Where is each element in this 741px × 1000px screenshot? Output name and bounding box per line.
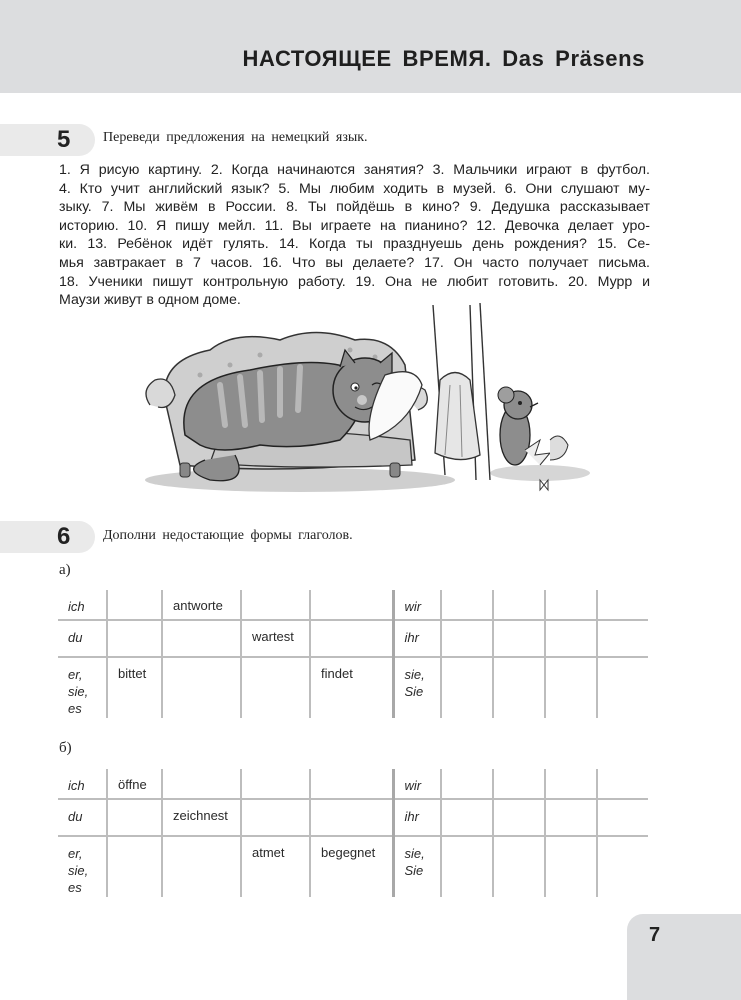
blank-answer-cell[interactable] bbox=[441, 769, 493, 799]
verb-form-cell: begegnet bbox=[310, 836, 393, 897]
blank-answer-cell[interactable] bbox=[441, 836, 493, 897]
verb-form-cell: findet bbox=[310, 657, 393, 718]
blank-answer-cell[interactable] bbox=[545, 799, 597, 836]
blank-answer-cell[interactable] bbox=[310, 799, 393, 836]
blank-answer-cell[interactable] bbox=[493, 836, 545, 897]
blank-answer-cell[interactable] bbox=[241, 590, 310, 620]
blank-answer-cell[interactable] bbox=[493, 620, 545, 657]
plural-pronoun-cell: ihr bbox=[393, 799, 441, 836]
verb-form-cell: atmet bbox=[241, 836, 310, 897]
blank-answer-cell[interactable] bbox=[310, 590, 393, 620]
plural-pronoun-cell: wir bbox=[393, 590, 441, 620]
plural-pronoun-cell: wir bbox=[393, 769, 441, 799]
conjugation-row bbox=[58, 836, 648, 897]
blank-answer-cell[interactable] bbox=[441, 620, 493, 657]
pronoun-cell: ich bbox=[68, 778, 85, 793]
blank-answer-cell[interactable] bbox=[545, 620, 597, 657]
conjugation-row bbox=[58, 590, 648, 620]
blank-answer-cell[interactable] bbox=[107, 799, 162, 836]
conjugation-row bbox=[58, 620, 648, 657]
blank-answer-cell[interactable] bbox=[597, 836, 648, 897]
pronoun-cell: er, sie, es bbox=[58, 836, 107, 897]
blank-answer-cell[interactable] bbox=[162, 769, 241, 799]
verb-form-cell: öffne bbox=[107, 769, 162, 799]
exercise-number: 6 bbox=[57, 523, 71, 550]
blank-answer-cell[interactable] bbox=[241, 799, 310, 836]
verb-form-cell: bittet bbox=[107, 657, 162, 718]
sentence-line: историю. 10. Я пишу мейл. 11. Вы играете на пианино? 12. Девочка делает уро- bbox=[59, 217, 650, 234]
exercise-6-badge bbox=[0, 521, 95, 553]
sentence-line: зыку. 7. Мы живём в России. 8. Ты пойдёшь в кино? 9. Дедушка рассказывает bbox=[59, 199, 650, 216]
blank-answer-cell[interactable] bbox=[493, 769, 545, 799]
blank-answer-cell[interactable] bbox=[441, 799, 493, 836]
plural-pronoun-cell: sie, Sie bbox=[393, 657, 441, 718]
blank-answer-cell[interactable] bbox=[162, 620, 241, 657]
blank-answer-cell[interactable] bbox=[310, 620, 393, 657]
blank-answer-cell[interactable] bbox=[597, 799, 648, 836]
blank-answer-cell[interactable] bbox=[107, 590, 162, 620]
blank-answer-cell[interactable] bbox=[545, 590, 597, 620]
verb-form-cell: antworte bbox=[162, 590, 241, 620]
conjugation-row bbox=[58, 769, 648, 799]
blank-answer-cell[interactable] bbox=[241, 769, 310, 799]
blank-answer-cell[interactable] bbox=[545, 836, 597, 897]
blank-answer-cell[interactable] bbox=[545, 769, 597, 799]
blank-answer-cell[interactable] bbox=[107, 836, 162, 897]
exercise-5-badge bbox=[0, 124, 95, 156]
plural-pronoun-cell: ihr bbox=[393, 620, 441, 657]
blank-answer-cell[interactable] bbox=[597, 769, 648, 799]
header-band bbox=[0, 0, 741, 93]
pronoun-cell: du bbox=[58, 620, 107, 657]
sentence-line: Маузи живут в одном доме. bbox=[59, 292, 241, 309]
part-a-label: а) bbox=[59, 562, 71, 578]
blank-answer-cell[interactable] bbox=[597, 620, 648, 657]
exercise-number: 5 bbox=[57, 126, 71, 153]
blank-answer-cell[interactable] bbox=[493, 657, 545, 718]
plural-pronoun-cell: sie, Sie bbox=[393, 836, 441, 897]
page-number-tab bbox=[627, 914, 741, 1000]
blank-answer-cell[interactable] bbox=[162, 836, 241, 897]
sentence-line: мья завтракает в 7 часов. 16. Что вы делаете? 17. Он часто получает письма. bbox=[59, 254, 650, 271]
exercise-5-instruction: Переведи предложения на немецкий язык. bbox=[103, 130, 368, 145]
conjugation-row bbox=[58, 799, 648, 836]
verb-form-cell: wartest bbox=[241, 620, 310, 657]
conjugation-table-a bbox=[58, 590, 648, 718]
exercise-5-sentences bbox=[59, 161, 650, 310]
sentence-line: 18. Ученики пишут контрольную работу. 19. Она не любит готовить. 20. Мурр и bbox=[59, 273, 650, 290]
blank-answer-cell[interactable] bbox=[162, 657, 241, 718]
blank-answer-cell[interactable] bbox=[241, 657, 310, 718]
conjugation-row bbox=[58, 657, 648, 718]
blank-answer-cell[interactable] bbox=[441, 590, 493, 620]
blank-answer-cell[interactable] bbox=[493, 590, 545, 620]
pronoun-cell: ich bbox=[68, 599, 85, 614]
blank-answer-cell[interactable] bbox=[545, 657, 597, 718]
blank-answer-cell[interactable] bbox=[597, 590, 648, 620]
part-b-label: б) bbox=[59, 740, 72, 756]
verb-form-cell: zeichnest bbox=[162, 799, 241, 836]
blank-answer-cell[interactable] bbox=[493, 799, 545, 836]
page-number: 7 bbox=[649, 924, 661, 946]
pronoun-cell: er, sie, es bbox=[58, 657, 107, 718]
pronoun-cell: du bbox=[58, 799, 107, 836]
sentence-line: 4. Кто учит английский язык? 5. Мы любим ходить в музей. 6. Они слушают му- bbox=[59, 180, 650, 197]
conjugation-table-b bbox=[58, 769, 648, 897]
page-title: НАСТОЯЩЕЕ ВРЕМЯ. Das Präsens bbox=[242, 46, 645, 71]
sentence-line: 1. Я рисую картину. 2. Когда начинаются занятия? 3. Мальчики играют в футбол. bbox=[59, 162, 650, 178]
sentence-line: ки. 13. Ребёнок идёт гулять. 14. Когда ты празднуешь день рождения? 15. Се- bbox=[59, 236, 650, 253]
blank-answer-cell[interactable] bbox=[597, 657, 648, 718]
blank-answer-cell[interactable] bbox=[441, 657, 493, 718]
blank-answer-cell[interactable] bbox=[107, 620, 162, 657]
cat-sofa-mouse-illustration bbox=[140, 295, 600, 505]
blank-answer-cell[interactable] bbox=[310, 769, 393, 799]
exercise-6-instruction: Дополни недостающие формы глаголов. bbox=[103, 528, 353, 543]
